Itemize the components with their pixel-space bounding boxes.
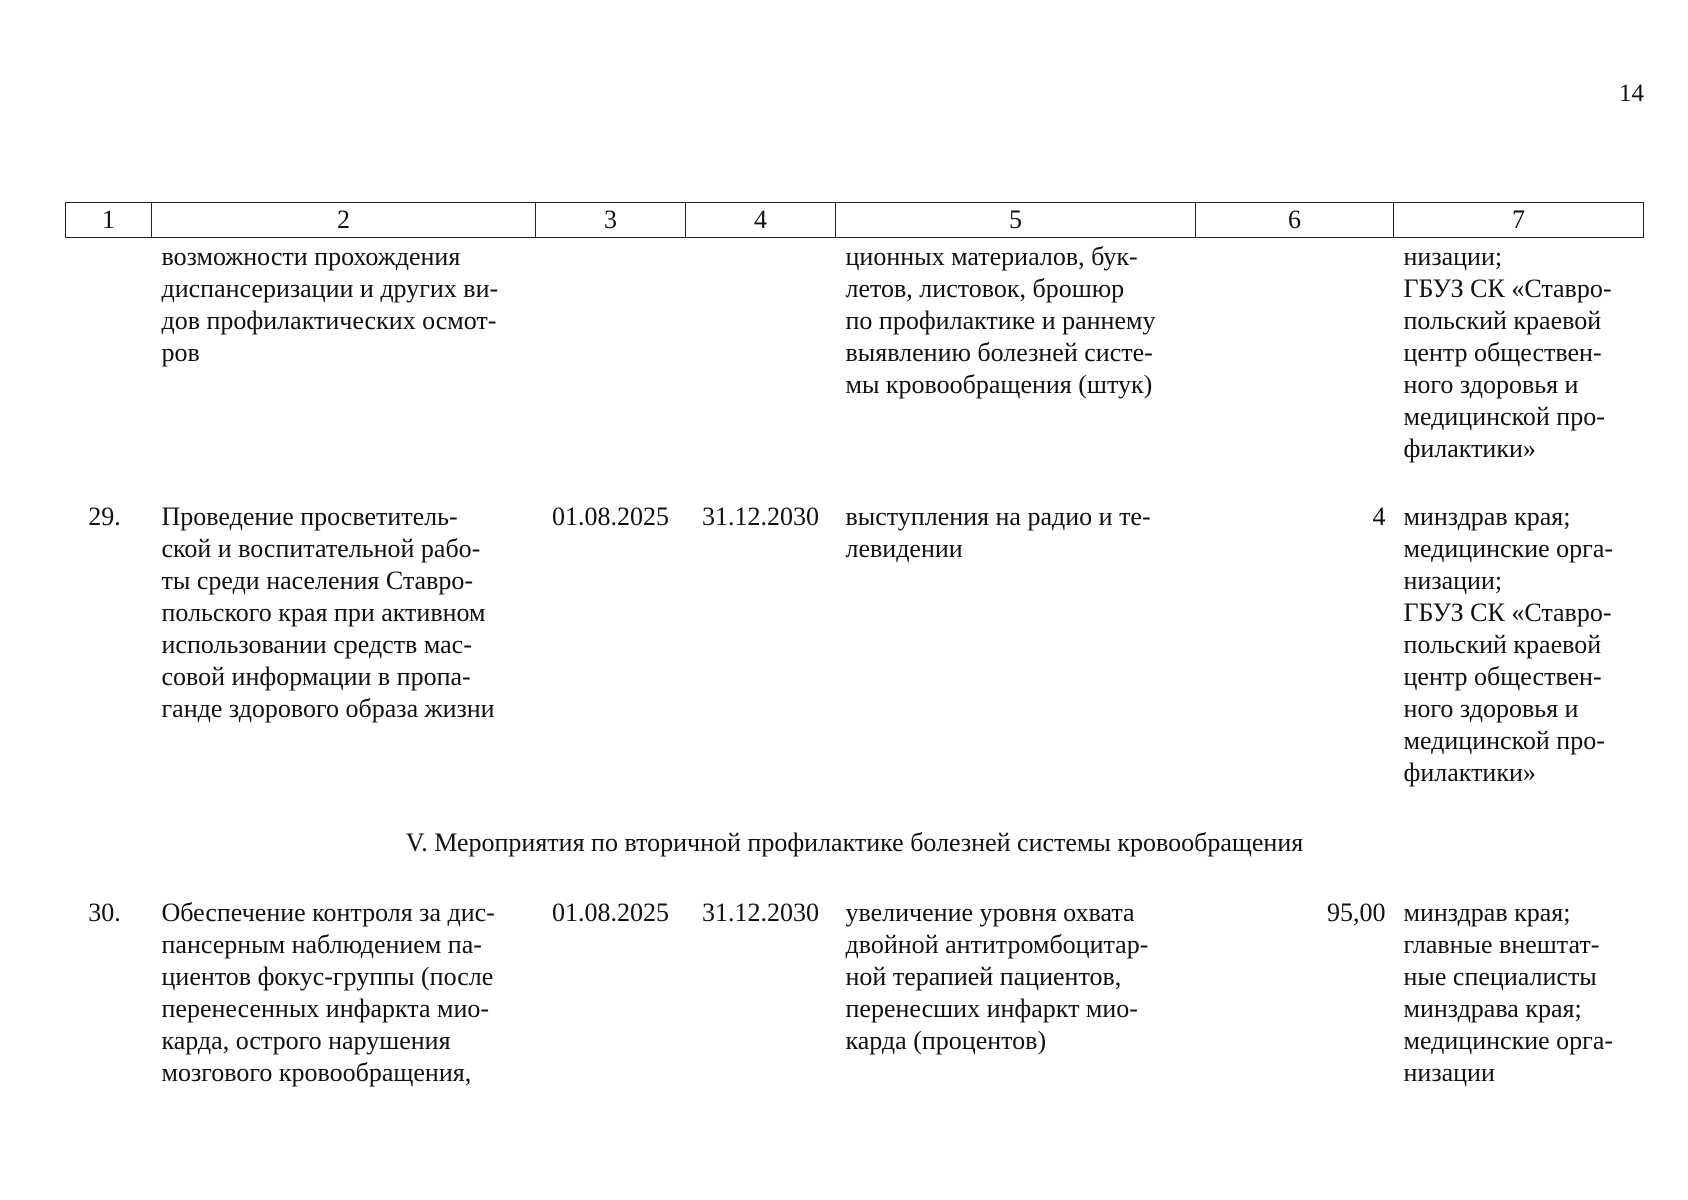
row-number-cell — [66, 238, 152, 502]
column-header-4: 4 — [686, 203, 836, 238]
table-row-30 — [66, 897, 1644, 1089]
end-date-cell — [686, 238, 836, 502]
start-date-cell — [536, 238, 686, 502]
value-cell — [1196, 238, 1394, 502]
section-heading-row — [66, 819, 1644, 897]
column-header-6: 6 — [1196, 203, 1394, 238]
activity-cell: Обеспечение контроля за дис- пансерным наблюдением па- циентов фокус-группы (после перенесенных инфаркта мио- карда, острого нарушения мозгового кровообращения, — [161, 898, 495, 1087]
indicator-cell: ционных материалов, бук- летов, листовок, брошюр по профилактике и раннему выявлению болезней систе- мы кровообращения (штук) — [845, 242, 1156, 399]
column-header-1: 1 — [66, 203, 152, 238]
row-number-cell: 30. — [88, 898, 121, 927]
start-date-cell: 01.08.2025 — [552, 502, 669, 531]
column-header-3: 3 — [536, 203, 686, 238]
column-number-header-row — [66, 203, 1644, 238]
column-header-5: 5 — [836, 203, 1196, 238]
activity-cell: Проведение просветитель- ской и воспитательной рабо- ты среди населения Ставро- польского края при активном использовании средств мас- совой информации в пропа- ганде здорового образа жизни — [161, 502, 495, 723]
responsible-cell: низации; ГБУЗ СК «Ставро- польский краевой центр обществен- ного здоровья и медицинской про- филактики» — [1403, 242, 1612, 463]
value-cell: 95,00 — [1327, 898, 1386, 927]
end-date-cell: 31.12.2030 — [702, 502, 819, 531]
table-row-29 — [66, 501, 1644, 819]
indicator-cell: увеличение уровня охвата двойной антитромбоцитар- ной терапией пациентов, перенесших инфаркт мио- карда (процентов) — [845, 898, 1149, 1055]
value-cell: 4 — [1372, 502, 1386, 531]
table-row-continued — [66, 238, 1644, 502]
responsible-cell: минздрав края; медицинские орга- низации; ГБУЗ СК «Ставро- польский краевой центр обществен- ного здоровья и медицинской про- филактики» — [1403, 502, 1614, 787]
end-date-cell: 31.12.2030 — [702, 898, 819, 927]
responsible-cell: минздрав края; главные внештат- ные специалисты минздрава края; медицинские орга- низации — [1403, 898, 1614, 1087]
start-date-cell: 01.08.2025 — [552, 898, 669, 927]
column-header-2: 2 — [152, 203, 536, 238]
column-header-7: 7 — [1394, 203, 1644, 238]
activity-cell: возможности прохождения диспансеризации и других ви- дов профилактических осмот- ров — [161, 242, 499, 367]
page-number: 14 — [1619, 80, 1644, 107]
section-title: V. Мероприятия по вторичной профилактике болезней системы кровообращения — [405, 828, 1304, 857]
measures-table — [65, 202, 1644, 1089]
indicator-cell: выступления на радио и те- левидении — [845, 502, 1151, 563]
row-number-cell: 29. — [88, 502, 121, 531]
